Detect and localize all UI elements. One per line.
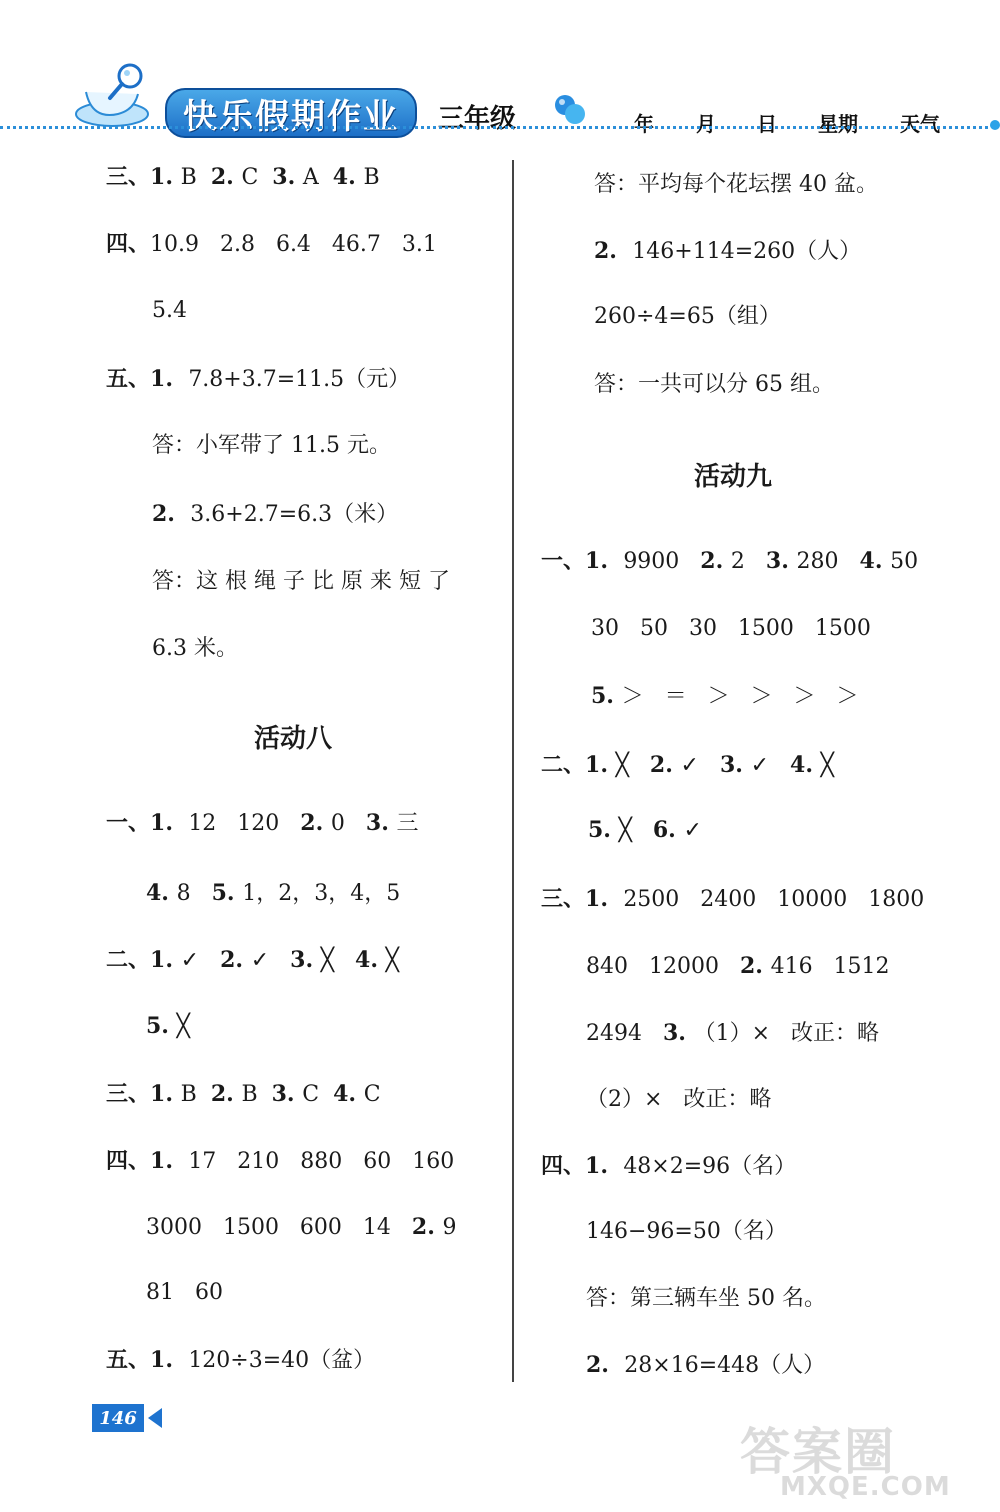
answer-text: 2500 2400 10000 1800 — [623, 887, 925, 912]
answer-text: ╳ — [176, 1014, 190, 1039]
answer-text: 81 60 — [146, 1280, 223, 1305]
answer-text: 3.6+2.7=6.3（米） — [190, 502, 399, 527]
right-answer-line — [586, 1085, 771, 1115]
answer-text: 30 50 30 1500 1500 — [591, 616, 871, 641]
left-answer-line — [152, 499, 398, 529]
answer-text: 120÷3=40（盆） — [188, 1348, 376, 1373]
answer-text: ╳ — [320, 948, 356, 973]
arrow-left-icon — [148, 1408, 162, 1428]
answer-text: 2494 — [586, 1021, 663, 1046]
answer-text: C — [363, 1082, 381, 1107]
question-number: 3. — [290, 947, 321, 973]
left-answer-line — [106, 1079, 381, 1109]
book-title: 快乐假期作业 — [165, 88, 417, 138]
answer-text: 280 — [796, 549, 860, 574]
answer-text: ✓ — [180, 948, 221, 973]
right-answer-line — [591, 681, 859, 711]
answer-text: 6.3 米。 — [152, 636, 238, 661]
question-number: 5. — [588, 817, 619, 843]
question-number: 5. — [211, 880, 243, 906]
question-number: 3. — [765, 548, 797, 574]
page-header — [0, 0, 1000, 150]
answer-text: 答：这 根 绳 子 比 原 来 短 了 — [152, 569, 450, 594]
question-number: 4. — [332, 164, 364, 190]
left-answer-line — [106, 1146, 454, 1176]
answer-text: B — [180, 165, 211, 190]
question-number: 二、 — [541, 752, 586, 778]
question-number: 4. — [146, 880, 177, 906]
answer-text: ╳ — [385, 948, 399, 973]
blue-balls-icon — [552, 92, 588, 128]
question-number: 4. — [333, 1081, 364, 1107]
question-number: 2. — [411, 1214, 443, 1240]
right-answer-line — [541, 750, 834, 780]
answer-text: 8 — [176, 881, 212, 906]
question-number: 1. — [150, 947, 181, 973]
question-number: 二、 — [106, 947, 151, 973]
question-number: 1. — [150, 1081, 181, 1107]
left-answer-line — [106, 229, 437, 259]
question-number: 1. — [150, 164, 181, 190]
question-number: 1. — [585, 886, 624, 912]
section-heading-activity-8: 活动八 — [254, 724, 333, 754]
watermark-cn: 答案圈 — [740, 1423, 896, 1481]
section-heading-activity-9: 活动九 — [694, 462, 773, 492]
answer-text: 10.9 2.8 6.4 46.7 3.1 — [150, 232, 437, 257]
answer-text: ╳ — [615, 753, 650, 778]
question-number: 3. — [662, 1020, 694, 1046]
question-number: 四、 — [106, 1148, 151, 1174]
answer-text: 2 — [730, 549, 766, 574]
answer-text: 9 — [442, 1215, 457, 1240]
answer-text: A — [302, 165, 333, 190]
question-number: 4. — [355, 947, 386, 973]
header-end-dot — [990, 120, 1000, 130]
right-answer-line — [586, 1350, 825, 1380]
question-number: 2. — [586, 1352, 625, 1378]
question-number: 1. — [585, 1153, 624, 1179]
question-number: 2. — [210, 164, 242, 190]
left-answer-line — [106, 364, 410, 394]
right-answer-line — [588, 815, 702, 845]
answer-text: 三 — [396, 811, 419, 836]
question-number: 4. — [790, 752, 821, 778]
field-month: 月 — [696, 112, 716, 136]
question-number: 2. — [649, 752, 681, 778]
question-number: 一、 — [541, 548, 586, 574]
right-answer-line — [594, 370, 834, 400]
answer-text: 答：小军带了 11.5 元。 — [152, 433, 391, 458]
answer-text: 416 1512 — [770, 954, 890, 979]
column-divider — [512, 160, 514, 1382]
right-answer-line — [541, 1151, 796, 1181]
question-number: 1. — [150, 366, 189, 392]
question-number: 三、 — [106, 164, 151, 190]
question-number: 三、 — [106, 1081, 151, 1107]
question-number: 1. — [150, 810, 189, 836]
question-number: 3. — [271, 1081, 303, 1107]
answer-text: 0 — [330, 811, 366, 836]
answer-text: 28×16=448（人） — [624, 1353, 826, 1378]
answer-text: 5.4 — [152, 298, 187, 323]
answer-text: （2）× 改正：略 — [586, 1087, 772, 1112]
left-answer-line — [106, 945, 399, 975]
question-number: 5. — [146, 1013, 177, 1039]
right-answer-line — [594, 170, 878, 200]
answer-text: ✓ — [683, 818, 702, 843]
question-number: 2. — [220, 947, 251, 973]
right-answer-line — [586, 1284, 826, 1314]
answer-text: B — [180, 1082, 211, 1107]
right-answer-line — [594, 302, 781, 332]
answer-text: 答：一共可以分 65 组。 — [594, 372, 834, 397]
left-answer-line — [106, 162, 380, 192]
right-answer-line — [541, 884, 924, 914]
answer-text: ✓ — [250, 948, 291, 973]
right-answer-line — [541, 546, 918, 576]
question-number: 五、 — [106, 366, 151, 392]
answer-text: 9900 — [623, 549, 701, 574]
answer-text: ✓ — [750, 753, 791, 778]
field-weather: 天气 — [900, 112, 940, 136]
right-answer-line — [586, 951, 890, 981]
page-number: 146 — [92, 1404, 144, 1432]
grade-label: 三年级 — [438, 104, 517, 134]
question-number: 四、 — [541, 1153, 586, 1179]
right-answer-line — [586, 1018, 879, 1048]
answer-text: 48×2=96（名） — [623, 1154, 797, 1179]
answer-text: 12 120 — [188, 811, 301, 836]
field-day: 日 — [757, 112, 777, 136]
question-number: 五、 — [106, 1347, 151, 1373]
left-answer-line — [152, 567, 450, 597]
question-number: 2. — [700, 548, 731, 574]
header-dotted-rule — [0, 126, 995, 129]
answer-text: ╳ — [820, 753, 834, 778]
question-number: 一、 — [106, 810, 151, 836]
answer-text: 146−96=50（名） — [586, 1219, 787, 1244]
question-number: 1. — [150, 1148, 189, 1174]
left-answer-line — [152, 431, 391, 461]
right-answer-line — [594, 236, 861, 266]
question-number: 1. — [585, 548, 624, 574]
answer-text: B — [363, 165, 380, 190]
question-number: 2. — [152, 501, 191, 527]
left-answer-line — [106, 808, 419, 838]
answer-text: ╳ — [618, 818, 653, 843]
question-number: 2. — [594, 238, 633, 264]
question-number: 4. — [859, 548, 891, 574]
question-number: 5. — [591, 683, 622, 709]
question-number: 3. — [272, 164, 303, 190]
left-answer-line — [146, 1278, 223, 1308]
left-answer-line — [152, 634, 238, 664]
answer-text: ＞ ＝ ＞ ＞ ＞ ＞ — [621, 684, 859, 709]
question-number: 四、 — [106, 231, 151, 257]
left-answer-line — [106, 1345, 375, 1375]
answer-text: B — [241, 1082, 272, 1107]
magnifier-logo-icon — [72, 62, 162, 132]
left-answer-line — [146, 878, 400, 908]
answer-text: 260÷4=65（组） — [594, 304, 781, 329]
watermark-en: MXQE.COM — [780, 1472, 951, 1502]
page-number-badge — [92, 1404, 164, 1432]
answer-text: 146+114=260（人） — [632, 239, 862, 264]
question-number: 2. — [210, 1081, 242, 1107]
question-number: 三、 — [541, 886, 586, 912]
answer-text: 7.8+3.7=11.5（元） — [188, 367, 411, 392]
answer-text: 17 210 880 60 160 — [188, 1149, 455, 1174]
answer-text: ✓ — [680, 753, 720, 778]
answer-text: 答：平均每个花坛摆 40 盆。 — [594, 172, 878, 197]
question-number: 1. — [585, 752, 616, 778]
right-answer-line — [591, 614, 871, 644]
answer-text: （1）× 改正：略 — [693, 1021, 880, 1046]
watermark — [740, 1412, 990, 1507]
left-answer-line — [146, 1212, 457, 1242]
question-number: 2. — [739, 953, 771, 979]
answer-text: 50 — [890, 549, 919, 574]
answer-text: 答：第三辆车坐 50 名。 — [586, 1286, 826, 1311]
answer-text: C — [241, 165, 273, 190]
question-number: 3. — [365, 810, 397, 836]
field-weekday: 星期 — [818, 112, 858, 136]
answer-text: 1，2，3，4，5 — [242, 881, 401, 906]
answer-text: C — [302, 1082, 334, 1107]
field-year: 年 — [634, 112, 654, 136]
answer-text: 840 12000 — [586, 954, 740, 979]
left-answer-line — [146, 1011, 190, 1041]
right-answer-line — [586, 1217, 787, 1247]
question-number: 6. — [652, 817, 684, 843]
left-answer-line — [152, 296, 187, 326]
question-number: 3. — [719, 752, 751, 778]
question-number: 1. — [150, 1347, 189, 1373]
question-number: 2. — [300, 810, 331, 836]
answer-text: 3000 1500 600 14 — [146, 1215, 412, 1240]
